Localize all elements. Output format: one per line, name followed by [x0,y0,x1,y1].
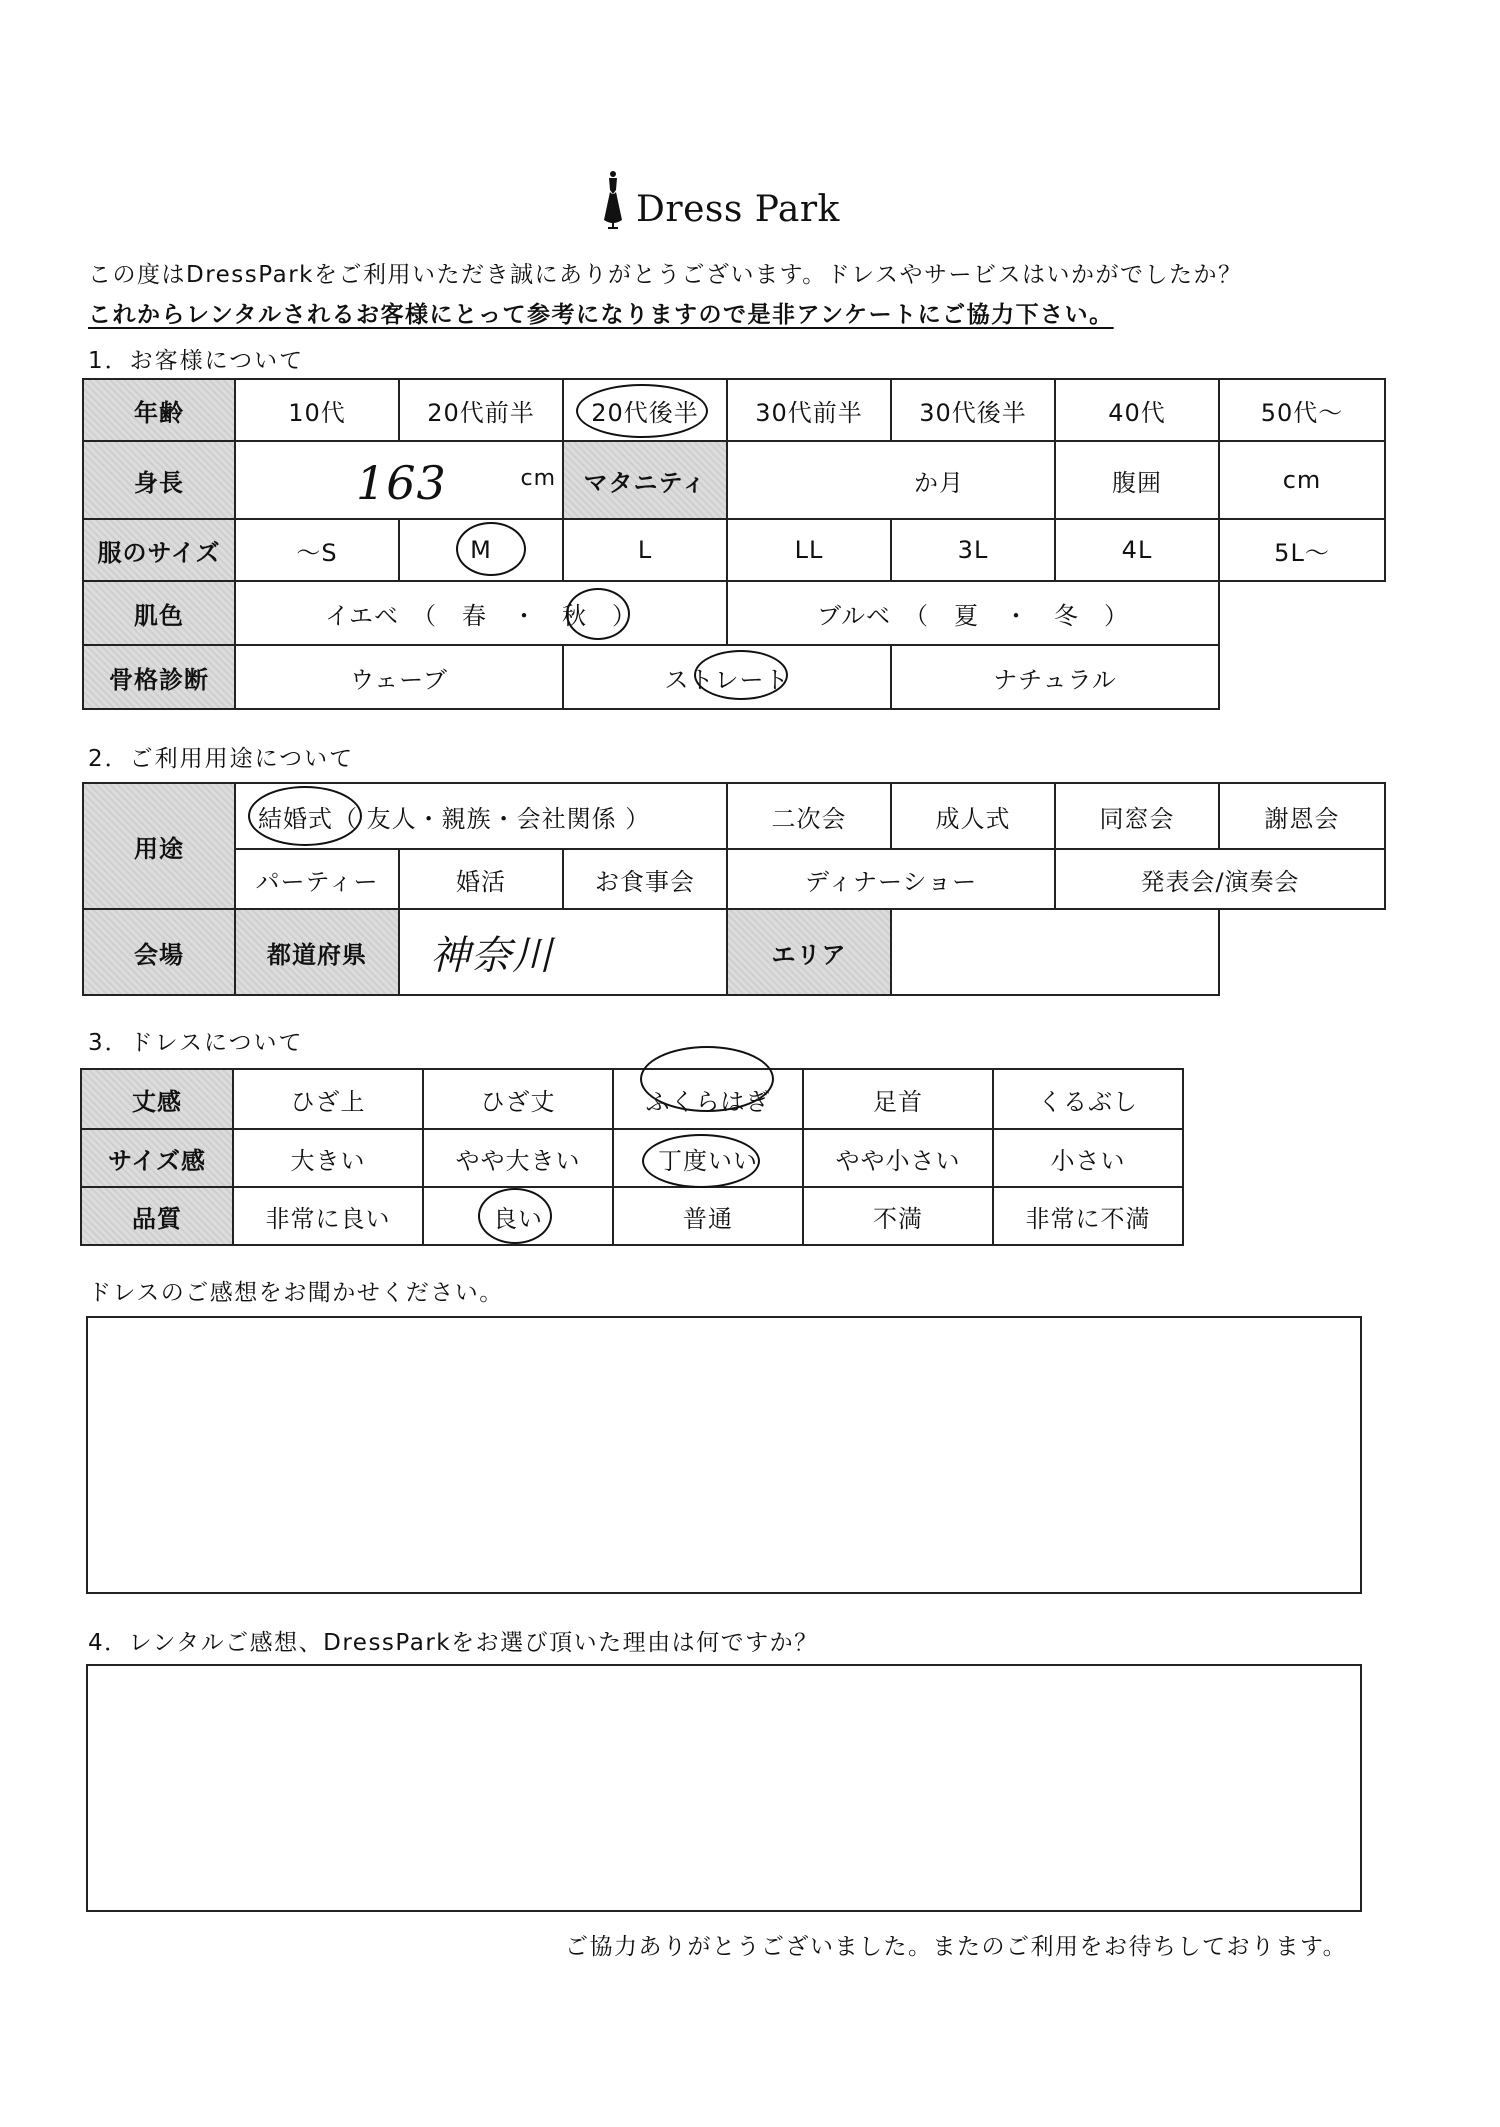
selection-circle [478,1188,552,1244]
dress-icon [600,170,626,230]
size-option[interactable]: 〜S [235,519,399,581]
purpose-option[interactable]: ディナーショー [727,849,1055,909]
dress-comment-box[interactable] [86,1316,1362,1594]
selection-circle [248,786,362,846]
length-option[interactable]: くるぶし [993,1069,1183,1129]
age-option[interactable]: 20代前半 [399,379,563,441]
skin-blue-option[interactable]: ブルベ （ 夏 ・ 冬 ） [727,581,1219,645]
waist-unit: cm [1282,466,1322,494]
selection-circle [576,384,708,438]
months-unit: か月 [914,468,964,497]
dress-table [80,1068,1184,1246]
purpose-label: 用途 [83,783,235,909]
purpose-option[interactable]: 婚活 [399,849,563,909]
purpose-option[interactable]: 発表会/演奏会 [1055,849,1385,909]
selection-circle [694,650,788,700]
size-option-selected[interactable]: M [399,519,563,581]
dress-comment-prompt: ドレスのご感想をお聞かせください。 [88,1280,504,1306]
size-feel-label: サイズ感 [81,1129,233,1187]
length-option[interactable]: ひざ丈 [423,1069,613,1129]
age-option-selected[interactable]: 20代後半 [563,379,727,441]
age-option[interactable]: 40代 [1055,379,1219,441]
waist-label: 腹囲 [1055,441,1219,519]
age-option[interactable]: 30代前半 [727,379,891,441]
size-feel-option[interactable]: やや大きい [423,1129,613,1187]
height-value: 163 [356,456,447,510]
length-option-selected[interactable]: ふくらはぎ [613,1069,803,1129]
purpose-option[interactable]: 二次会 [727,783,891,849]
section3-title: 3．ドレスについて [88,1030,304,1056]
rental-comment-box[interactable] [86,1664,1362,1912]
size-feel-option-selected[interactable]: 丁度いい [613,1129,803,1187]
skin-yellow-option[interactable]: イエベ （ 春 ・ 秋 ） [235,581,727,645]
empty-cell [1219,645,1385,709]
prefecture-value: 神奈川 [430,932,553,979]
size-feel-option[interactable]: 小さい [993,1129,1183,1187]
purpose-option[interactable]: 成人式 [891,783,1055,849]
quality-label: 品質 [81,1187,233,1245]
skeleton-label: 骨格診断 [83,645,235,709]
skeleton-option[interactable]: ナチュラル [891,645,1219,709]
purpose-wedding-option[interactable]: 結婚式（ 友人・親族・会社関係 ） [235,783,727,849]
empty-cell [1219,581,1385,645]
empty-cell [1219,909,1385,995]
size-feel-option[interactable]: やや小さい [803,1129,993,1187]
purpose-option[interactable]: パーティー [235,849,399,909]
length-option[interactable]: ひざ上 [233,1069,423,1129]
age-label: 年齢 [83,379,235,441]
maternity-label: マタニティ [563,441,727,519]
maternity-months-field[interactable] [727,441,1055,519]
size-option[interactable]: L [563,519,727,581]
section4-title: 4．レンタルご感想、DressParkをお選び頂いた理由は何ですか？ [88,1630,819,1656]
size-option[interactable]: 5L〜 [1219,519,1385,581]
selection-circle [566,588,630,640]
section1-title: 1．お客様について [88,348,305,374]
skeleton-option[interactable]: ウェーブ [235,645,563,709]
size-feel-option[interactable]: 大きい [233,1129,423,1187]
selection-circle [640,1046,774,1112]
quality-option[interactable]: 非常に不満 [993,1187,1183,1245]
skeleton-option-selected[interactable]: ストレート [563,645,891,709]
length-option[interactable]: 足首 [803,1069,993,1129]
intro-text: この度はDressParkをご利用いただき誠にありがとうございます。ドレスやサービスはいかがでしたか？ [88,262,1243,288]
intro-request: これからレンタルされるお客様にとって参考になりますので是非アンケートにご協力下さい。 [88,302,1114,328]
quality-option[interactable]: 普通 [613,1187,803,1245]
height-field[interactable] [235,441,563,519]
size-option[interactable]: LL [727,519,891,581]
selection-circle [456,522,526,576]
age-option[interactable]: 50代〜 [1219,379,1385,441]
quality-option[interactable]: 非常に良い [233,1187,423,1245]
size-option[interactable]: 3L [891,519,1055,581]
height-label: 身長 [83,441,235,519]
logo-text: Dress Park [636,189,840,230]
purpose-option[interactable]: 同窓会 [1055,783,1219,849]
size-option[interactable]: 4L [1055,519,1219,581]
prefecture-field[interactable] [399,909,727,995]
footer-thanks: ご協力ありがとうございました。またのご利用をお待ちしております。 [565,1934,1348,1960]
age-option[interactable]: 30代後半 [891,379,1055,441]
prefecture-label: 都道府県 [235,909,399,995]
section2-title: 2．ご利用用途について [88,746,355,772]
skin-label: 肌色 [83,581,235,645]
waist-field[interactable] [1219,441,1385,519]
purpose-option[interactable]: 謝恩会 [1219,783,1385,849]
quality-option-selected[interactable]: 良い [423,1187,613,1245]
dresspark-logo [600,170,840,230]
area-field[interactable] [891,909,1219,995]
height-unit: cm [520,466,556,491]
size-label: 服のサイズ [83,519,235,581]
purpose-option[interactable]: お食事会 [563,849,727,909]
quality-option[interactable]: 不満 [803,1187,993,1245]
age-option[interactable]: 10代 [235,379,399,441]
length-label: 丈感 [81,1069,233,1129]
area-label: エリア [727,909,891,995]
selection-circle [642,1134,760,1188]
venue-label: 会場 [83,909,235,995]
